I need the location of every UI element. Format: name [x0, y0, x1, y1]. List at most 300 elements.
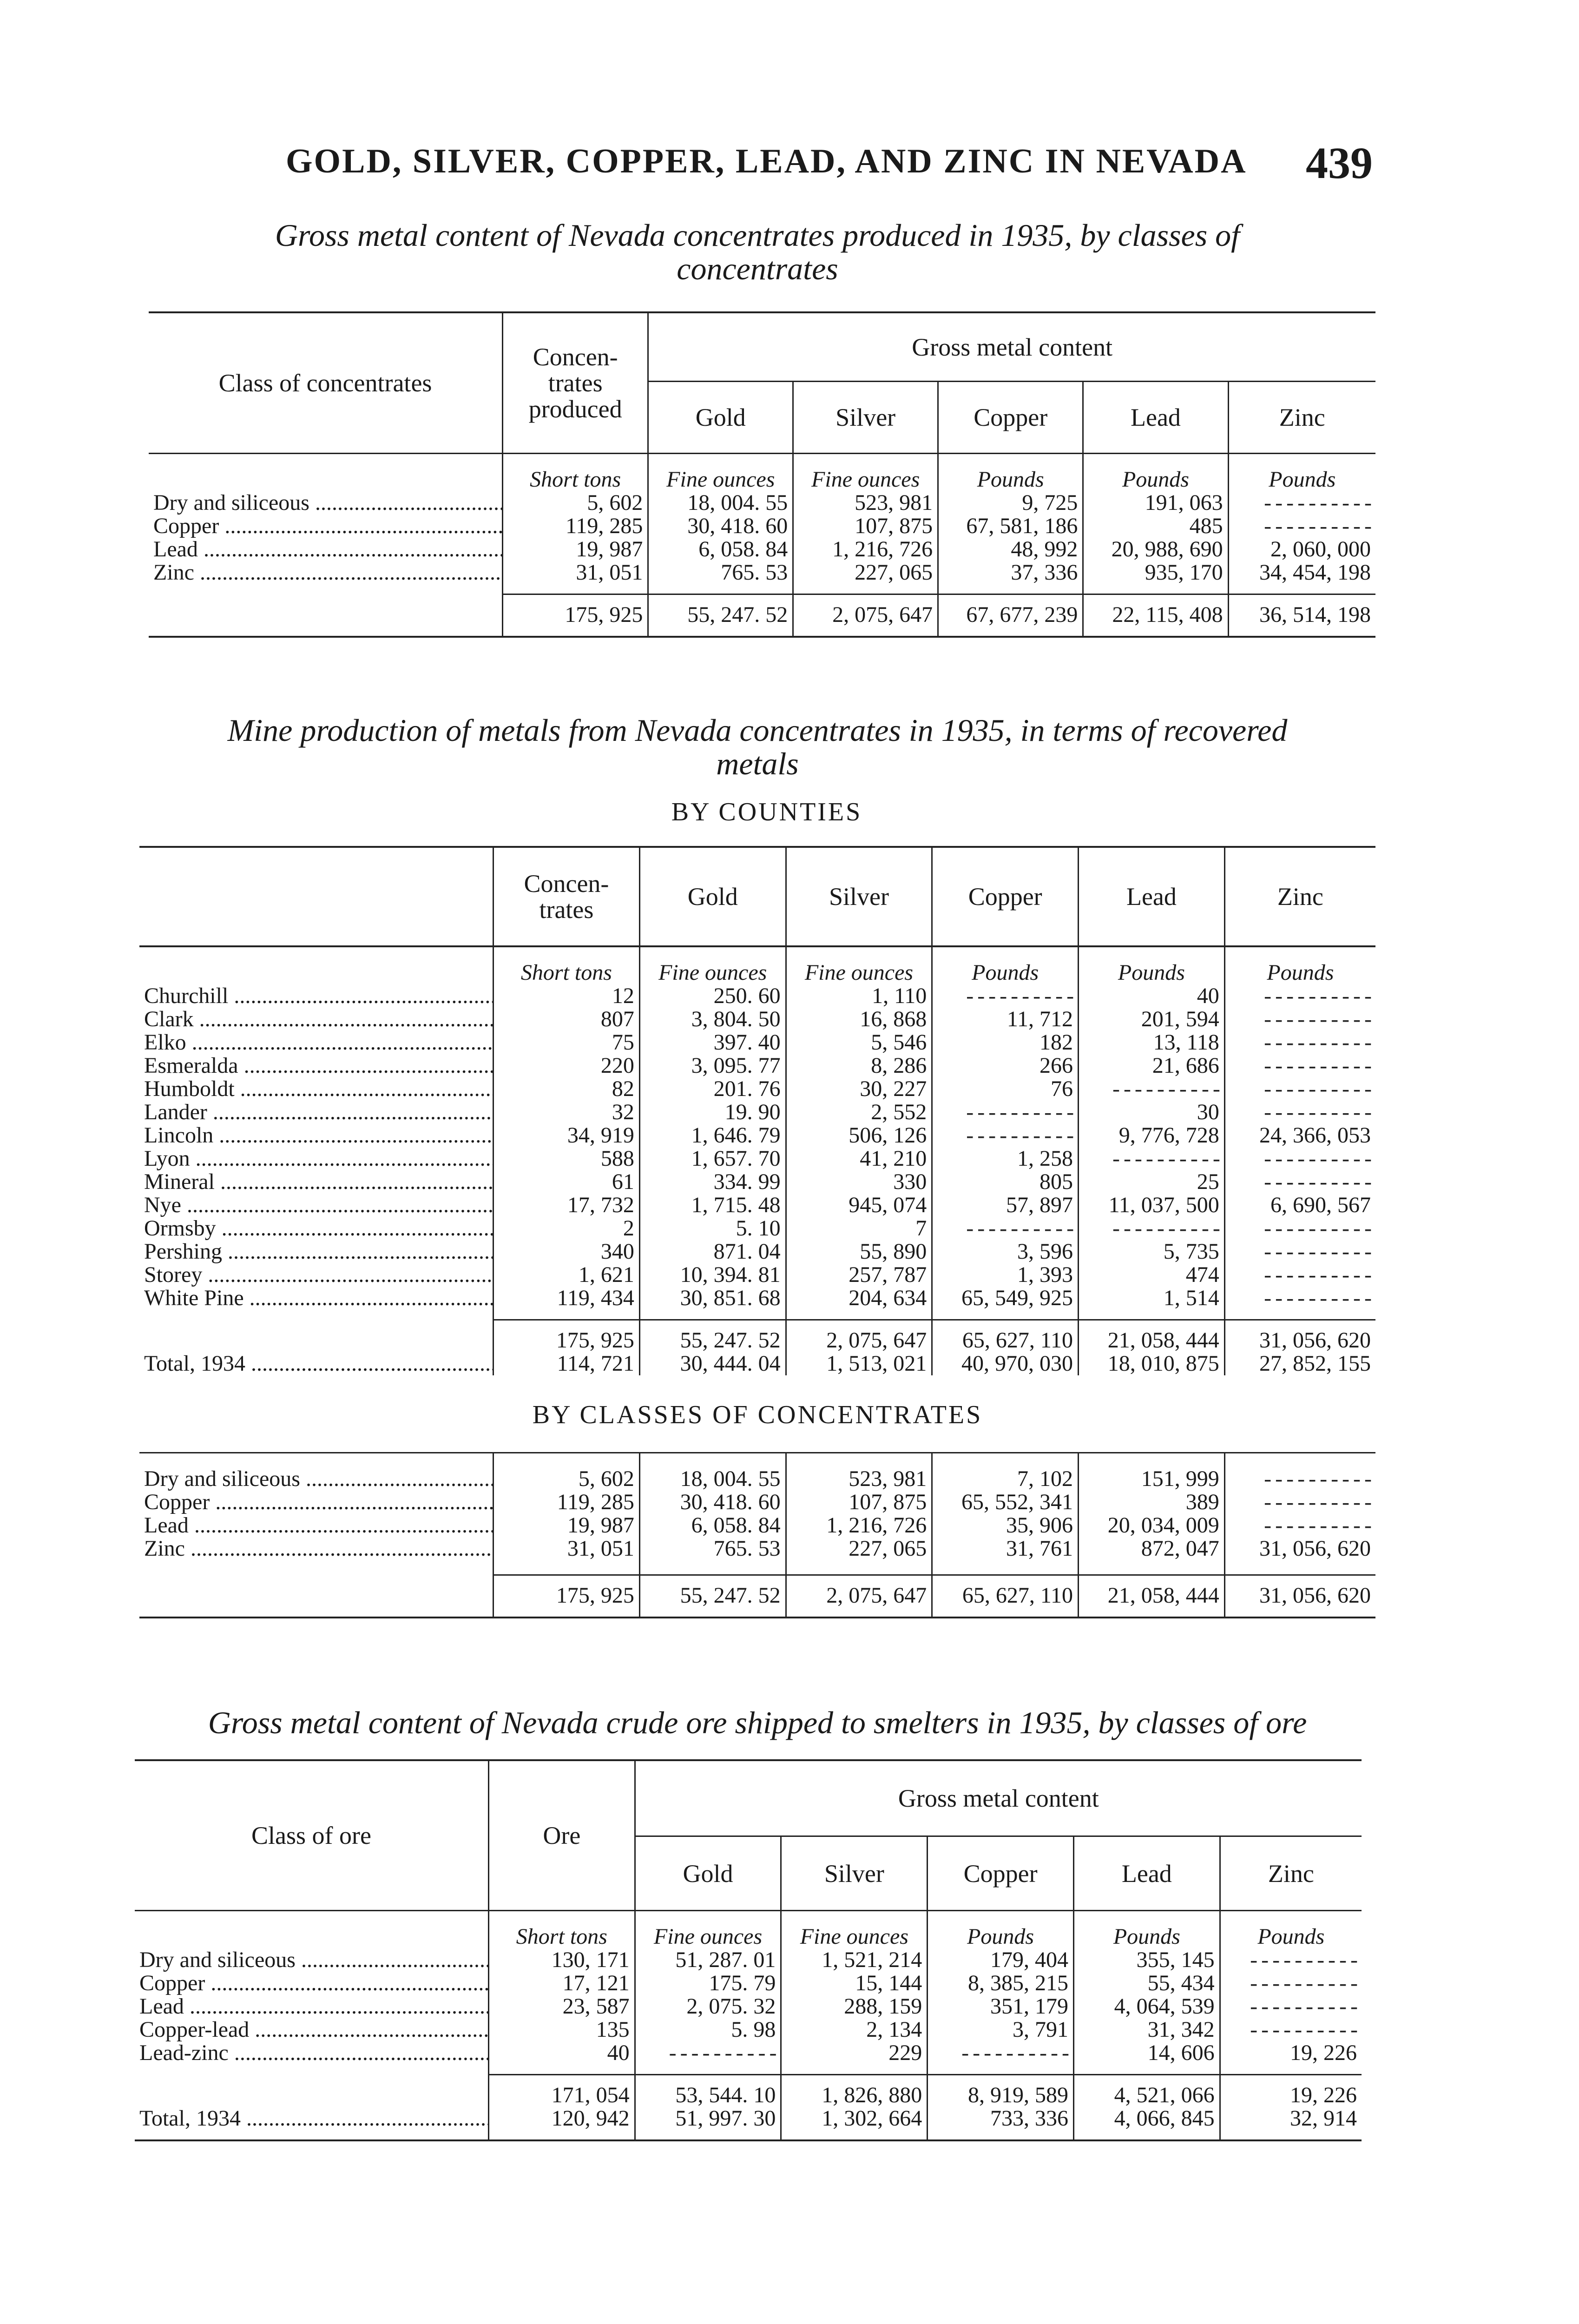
empty-cell [1079, 1217, 1225, 1240]
empty-cell [932, 984, 1079, 1008]
value-cell: 1, 715. 48 [639, 1194, 786, 1217]
spacer-cell [932, 1453, 1079, 1468]
row-label-text: Lead ..... [153, 538, 503, 561]
table3-col-copper: Copper [928, 1836, 1074, 1911]
total-value: 2, 075, 647 [786, 1320, 932, 1353]
empty-cell [928, 2041, 1074, 2065]
unit-label: Short tons [503, 454, 648, 492]
unit-label: Pounds [1083, 454, 1228, 492]
value-cell: 10, 394. 81 [639, 1263, 786, 1287]
table-row [135, 2041, 1362, 2065]
spacer-cell [635, 2130, 781, 2140]
row-label-text: Dry and siliceous ..... [153, 491, 503, 515]
spacer-cell [932, 1310, 1079, 1320]
spacer-cell [639, 1310, 786, 1320]
spacer-cell [139, 1560, 493, 1575]
empty-cell [1224, 1240, 1375, 1263]
value-cell: 6, 058. 84 [648, 538, 793, 561]
row-label [139, 984, 493, 1008]
row-label-text: Mineral ..... [144, 1170, 493, 1194]
value-cell: 5. 10 [639, 1217, 786, 1240]
value-cell: 107, 875 [786, 1491, 932, 1514]
table-row [139, 1054, 1375, 1077]
value-cell: 355, 145 [1073, 1948, 1220, 1972]
total-row [149, 594, 1375, 627]
spacer-cell [489, 2130, 635, 2140]
value-cell: 31, 761 [932, 1537, 1079, 1560]
value-cell: 75 [493, 1031, 640, 1054]
value-cell: 55, 434 [1073, 1972, 1220, 1995]
value-cell: 61 [493, 1170, 640, 1194]
total-value: 4, 521, 066 [1073, 2075, 1220, 2107]
value-cell: 485 [1083, 515, 1228, 538]
spacer-cell [1079, 1560, 1225, 1575]
spacer-cell [493, 1607, 640, 1618]
table-row [149, 515, 1375, 538]
table1-col-silver: Silver [793, 382, 938, 454]
table3 [135, 1759, 1362, 2141]
value-cell: 151, 999 [1079, 1467, 1225, 1491]
table-row [149, 538, 1375, 561]
value-cell: 24, 366, 053 [1224, 1124, 1375, 1147]
value-cell: 227, 065 [793, 561, 938, 584]
value-cell: 220 [493, 1054, 640, 1077]
value-cell: 3, 596 [932, 1240, 1079, 1263]
row-label-text: Churchill ..... [144, 984, 493, 1008]
empty-cell [1220, 1995, 1362, 2018]
value-cell: 3, 804. 50 [639, 1008, 786, 1031]
value-cell: 65, 549, 925 [932, 1287, 1079, 1310]
row-label [135, 1995, 489, 2018]
value-cell: 31, 051 [503, 561, 648, 584]
value-cell: 119, 285 [503, 515, 648, 538]
spacer-cell [1224, 1310, 1375, 1320]
row-label-text: Dry and siliceous ..... [144, 1467, 493, 1491]
spacer-cell [139, 1310, 493, 1320]
spacer-cell [781, 2130, 928, 2140]
spacer-cell [639, 1453, 786, 1468]
value-cell: 523, 981 [793, 491, 938, 515]
units-row [135, 1911, 1362, 1949]
empty-cell [1224, 1054, 1375, 1077]
units-row [139, 946, 1375, 984]
total-value: 65, 627, 110 [932, 1575, 1079, 1608]
value-cell: 1, 514 [1079, 1287, 1225, 1310]
spacer-cell [1228, 584, 1375, 594]
total-value: 4, 066, 845 [1073, 2107, 1220, 2130]
value-cell: 523, 981 [786, 1467, 932, 1491]
value-cell: 805 [932, 1170, 1079, 1194]
spacer-cell [938, 584, 1083, 594]
running-title: GOLD, SILVER, COPPER, LEAD, AND ZINC IN NEVADA [286, 142, 1247, 180]
table3-caption: Gross metal content of Nevada crude ore shipped to smelters in 1935, by classes of ore [208, 1705, 1307, 1740]
row-label [135, 1948, 489, 1972]
spacer-cell [149, 627, 503, 637]
row-label [139, 1240, 493, 1263]
row-label-text: Lyon ..... [144, 1147, 493, 1170]
units-label-cell [149, 454, 503, 492]
row-label-text: White Pine ..... [144, 1287, 493, 1310]
row-label [149, 538, 503, 561]
value-cell: 765. 53 [648, 561, 793, 584]
value-cell: 5. 98 [635, 2018, 781, 2041]
value-cell: 30, 418. 60 [639, 1491, 786, 1514]
value-cell: 37, 336 [938, 561, 1083, 584]
row-label [139, 1491, 493, 1514]
value-cell: 18, 004. 55 [648, 491, 793, 515]
value-cell: 5, 602 [493, 1467, 640, 1491]
value-cell: 182 [932, 1031, 1079, 1054]
row-label [139, 1537, 493, 1560]
value-cell: 16, 868 [786, 1008, 932, 1031]
row-label-text: Ormsby ..... [144, 1217, 493, 1240]
total-value: 1, 826, 880 [781, 2075, 928, 2107]
table-row [139, 1008, 1375, 1031]
table-row [139, 1491, 1375, 1514]
value-cell: 13, 118 [1079, 1031, 1225, 1054]
value-cell: 7 [786, 1217, 932, 1240]
empty-cell [1220, 1972, 1362, 1995]
table2-subhead-counties: BY COUNTIES [671, 798, 862, 826]
table2-col-zinc: Zinc [1224, 847, 1375, 946]
spacer-cell [1079, 1310, 1225, 1320]
unit-label: Pounds [1220, 1911, 1362, 1949]
empty-cell [1079, 1077, 1225, 1101]
spacer-cell [1073, 2130, 1220, 2140]
empty-cell [1228, 515, 1375, 538]
table-row [139, 1101, 1375, 1124]
total-label [139, 1352, 493, 1375]
subhead-row [139, 1375, 1375, 1453]
row-label [139, 1263, 493, 1287]
unit-label: Pounds [932, 946, 1079, 984]
unit-label: Pounds [1228, 454, 1375, 492]
row-label [139, 1467, 493, 1491]
value-cell: 2, 552 [786, 1101, 932, 1124]
table2-caption-line1: Mine production of metals from Nevada concentrates in 1935, in terms of recovered [227, 713, 1288, 748]
value-cell: 35, 906 [932, 1514, 1079, 1537]
table1-col-group: Gross metal content [648, 312, 1375, 382]
value-cell: 334. 99 [639, 1170, 786, 1194]
table2 [139, 846, 1375, 1618]
total-row [139, 1352, 1375, 1375]
row-label [135, 1972, 489, 1995]
value-cell: 67, 581, 186 [938, 515, 1083, 538]
table2-col-blank [139, 847, 493, 946]
row-label [139, 1124, 493, 1147]
total-value: 31, 056, 620 [1224, 1575, 1375, 1608]
row-label [139, 1147, 493, 1170]
row-label [139, 1101, 493, 1124]
value-cell: 351, 179 [928, 1995, 1074, 2018]
total-value: 55, 247. 52 [639, 1320, 786, 1353]
spacer-cell [1224, 1607, 1375, 1618]
units-label-cell [135, 1911, 489, 1949]
total-value: 733, 336 [928, 2107, 1074, 2130]
value-cell: 227, 065 [786, 1537, 932, 1560]
total-value: 30, 444. 04 [639, 1352, 786, 1375]
empty-cell [1224, 1170, 1375, 1194]
value-cell: 12 [493, 984, 640, 1008]
table-row [139, 1263, 1375, 1287]
table1-caption-line2: concentrates [677, 251, 838, 286]
spacer-cell [149, 584, 503, 594]
value-cell: 945, 074 [786, 1194, 932, 1217]
spacer-row [139, 1560, 1375, 1575]
row-label-text: Lead ..... [144, 1514, 493, 1537]
value-cell: 3, 095. 77 [639, 1054, 786, 1077]
total-value: 31, 056, 620 [1224, 1320, 1375, 1353]
total-value: 2, 075, 647 [793, 594, 938, 627]
spacer-cell [1220, 2065, 1362, 2075]
table-row [139, 1217, 1375, 1240]
value-cell: 191, 063 [1083, 491, 1228, 515]
table2-caption [139, 713, 1375, 780]
spacer-cell [1083, 584, 1228, 594]
row-label-text: Dry and siliceous ..... [139, 1948, 489, 1972]
row-label-text: Copper ..... [153, 515, 503, 538]
table-row [139, 1077, 1375, 1101]
value-cell: 6, 058. 84 [639, 1514, 786, 1537]
table-row [135, 1948, 1362, 1972]
unit-label: Fine ounces [786, 946, 932, 984]
value-cell: 19, 226 [1220, 2041, 1362, 2065]
value-cell: 21, 686 [1079, 1054, 1225, 1077]
table2-col-conc: Concen-trates [493, 847, 640, 946]
table-row [139, 1031, 1375, 1054]
value-cell: 9, 725 [938, 491, 1083, 515]
value-cell: 82 [493, 1077, 640, 1101]
value-cell: 807 [493, 1008, 640, 1031]
value-cell: 2, 060, 000 [1228, 538, 1375, 561]
table3-col-zinc: Zinc [1220, 1836, 1362, 1911]
value-cell: 119, 285 [493, 1491, 640, 1514]
value-cell: 5, 602 [503, 491, 648, 515]
value-cell: 3, 791 [928, 2018, 1074, 2041]
value-cell: 34, 919 [493, 1124, 640, 1147]
row-label [135, 2041, 489, 2065]
row-label-text: Zinc ..... [144, 1537, 493, 1560]
value-cell: 5, 546 [786, 1031, 932, 1054]
total-label [135, 2075, 489, 2107]
spacer-cell [139, 1453, 493, 1468]
empty-cell [932, 1101, 1079, 1124]
spacer-cell [786, 1453, 932, 1468]
total-value: 65, 627, 110 [932, 1320, 1079, 1353]
total-value: 114, 721 [493, 1352, 640, 1375]
value-cell: 18, 004. 55 [639, 1467, 786, 1491]
value-cell: 229 [781, 2041, 928, 2065]
spacer-row [135, 2065, 1362, 2075]
total-row [139, 1575, 1375, 1608]
value-cell: 19, 987 [493, 1514, 640, 1537]
value-cell: 31, 342 [1073, 2018, 1220, 2041]
value-cell: 7, 102 [932, 1467, 1079, 1491]
total-value: 120, 942 [489, 2107, 635, 2130]
unit-label: Fine ounces [648, 454, 793, 492]
row-label [139, 1194, 493, 1217]
value-cell: 250. 60 [639, 984, 786, 1008]
total-label [135, 2107, 489, 2130]
table-row [139, 1124, 1375, 1147]
total-row [135, 2075, 1362, 2107]
total-value: 51, 997. 30 [635, 2107, 781, 2130]
spacer-cell [1073, 2065, 1220, 2075]
value-cell: 30 [1079, 1101, 1225, 1124]
value-cell: 1, 521, 214 [781, 1948, 928, 1972]
spacer-cell [1224, 1560, 1375, 1575]
row-label-text: Clark ..... [144, 1008, 493, 1031]
unit-label: Fine ounces [793, 454, 938, 492]
row-label [139, 1008, 493, 1031]
value-cell: 588 [493, 1147, 640, 1170]
empty-cell [1224, 1031, 1375, 1054]
total-label [139, 1575, 493, 1608]
row-label [149, 561, 503, 584]
spacer-cell [639, 1560, 786, 1575]
total-value: 1, 302, 664 [781, 2107, 928, 2130]
empty-cell [932, 1217, 1079, 1240]
empty-cell [932, 1124, 1079, 1147]
table-row [139, 1537, 1375, 1560]
value-cell: 135 [489, 2018, 635, 2041]
row-label-text: Esmeralda ..... [144, 1054, 493, 1077]
table-row [139, 1514, 1375, 1537]
empty-cell [1224, 1467, 1375, 1491]
spacer-cell [493, 1560, 640, 1575]
row-label-text: Pershing ..... [144, 1240, 493, 1263]
value-cell: 31, 056, 620 [1224, 1537, 1375, 1560]
value-cell: 130, 171 [489, 1948, 635, 1972]
spacer-cell [932, 1607, 1079, 1618]
value-cell: 15, 144 [781, 1972, 928, 1995]
total-value: 67, 677, 239 [938, 594, 1083, 627]
table1-col-copper: Copper [938, 382, 1083, 454]
total-value: 175, 925 [493, 1320, 640, 1353]
spacer-cell [635, 2065, 781, 2075]
value-cell: 1, 621 [493, 1263, 640, 1287]
unit-label: Fine ounces [635, 1911, 781, 1949]
spacer-cell [1079, 1453, 1225, 1468]
value-cell: 40 [489, 2041, 635, 2065]
table1-col-conc: Concen-trates produced [503, 312, 648, 454]
spacer-cell [1079, 1607, 1225, 1618]
total-value: 175, 925 [503, 594, 648, 627]
table3-col-lead: Lead [1073, 1836, 1220, 1911]
value-cell: 41, 210 [786, 1147, 932, 1170]
empty-cell [1224, 984, 1375, 1008]
empty-cell [1220, 2018, 1362, 2041]
spacer-cell [793, 627, 938, 637]
value-cell: 474 [1079, 1263, 1225, 1287]
table-row [139, 984, 1375, 1008]
spacer-row [149, 584, 1375, 594]
value-cell: 201, 594 [1079, 1008, 1225, 1031]
value-cell: 11, 712 [932, 1008, 1079, 1031]
spacer-row [149, 627, 1375, 637]
spacer-cell [648, 627, 793, 637]
units-row [149, 454, 1375, 492]
total-value: 55, 247. 52 [639, 1575, 786, 1608]
empty-cell [1224, 1077, 1375, 1101]
value-cell: 32 [493, 1101, 640, 1124]
value-cell: 257, 787 [786, 1263, 932, 1287]
empty-cell [1224, 1287, 1375, 1310]
table2-col-gold: Gold [639, 847, 786, 946]
value-cell: 1, 216, 726 [793, 538, 938, 561]
spacer-cell [648, 584, 793, 594]
row-label-text: Copper ..... [144, 1491, 493, 1514]
row-label [139, 1514, 493, 1537]
value-cell: 34, 454, 198 [1228, 561, 1375, 584]
value-cell: 11, 037, 500 [1079, 1194, 1225, 1217]
value-cell: 389 [1079, 1491, 1225, 1514]
value-cell: 55, 890 [786, 1240, 932, 1263]
value-cell: 57, 897 [932, 1194, 1079, 1217]
spacer-cell [786, 1560, 932, 1575]
unit-label: Pounds [938, 454, 1083, 492]
value-cell: 20, 988, 690 [1083, 538, 1228, 561]
value-cell: 2, 134 [781, 2018, 928, 2041]
spacer-cell [1083, 627, 1228, 637]
spacer-cell [928, 2065, 1074, 2075]
row-label-text: Elko ..... [144, 1031, 493, 1054]
row-label-text: Nye ..... [144, 1194, 493, 1217]
total-value: 2, 075, 647 [786, 1575, 932, 1608]
unit-label: Pounds [1073, 1911, 1220, 1949]
table1 [149, 311, 1375, 638]
spacer-cell [1224, 1453, 1375, 1468]
table-row [149, 561, 1375, 584]
value-cell: 25 [1079, 1170, 1225, 1194]
total-value: 19, 226 [1220, 2075, 1362, 2107]
value-cell: 1, 646. 79 [639, 1124, 786, 1147]
table2-caption-line2: metals [716, 746, 799, 781]
page-header [0, 138, 1579, 198]
total-value: 8, 919, 589 [928, 2075, 1074, 2107]
table3-col-ore: Ore [489, 1760, 635, 1911]
empty-cell [1224, 1147, 1375, 1170]
spacer-row [139, 1310, 1375, 1320]
total-label [139, 1320, 493, 1353]
table-row [139, 1194, 1375, 1217]
table1-caption-line1: Gross metal content of Nevada concentrates produced in 1935, by classes of [275, 218, 1240, 253]
spacer-cell [781, 2065, 928, 2075]
row-label [149, 515, 503, 538]
unit-label: Pounds [1224, 946, 1375, 984]
value-cell: 48, 992 [938, 538, 1083, 561]
value-cell: 19. 90 [639, 1101, 786, 1124]
table3-col-group: Gross metal content [635, 1760, 1362, 1836]
total-value: 36, 514, 198 [1228, 594, 1375, 627]
table-row [135, 1972, 1362, 1995]
total-value: 32, 914 [1220, 2107, 1362, 2130]
row-label-text: Lander ..... [144, 1101, 493, 1124]
empty-cell [1228, 491, 1375, 515]
value-cell: 1, 258 [932, 1147, 1079, 1170]
unit-label: Fine ounces [781, 1911, 928, 1949]
spacer-cell [639, 1607, 786, 1618]
spacer-cell [493, 1453, 640, 1468]
spacer-cell [1220, 2130, 1362, 2140]
value-cell: 8, 286 [786, 1054, 932, 1077]
spacer-cell [503, 627, 648, 637]
row-label [149, 491, 503, 515]
total-label-text: Total, 1934 ..... [139, 2107, 489, 2130]
value-cell: 175. 79 [635, 1972, 781, 1995]
value-cell: 1, 657. 70 [639, 1147, 786, 1170]
unit-label: Pounds [1079, 946, 1225, 984]
